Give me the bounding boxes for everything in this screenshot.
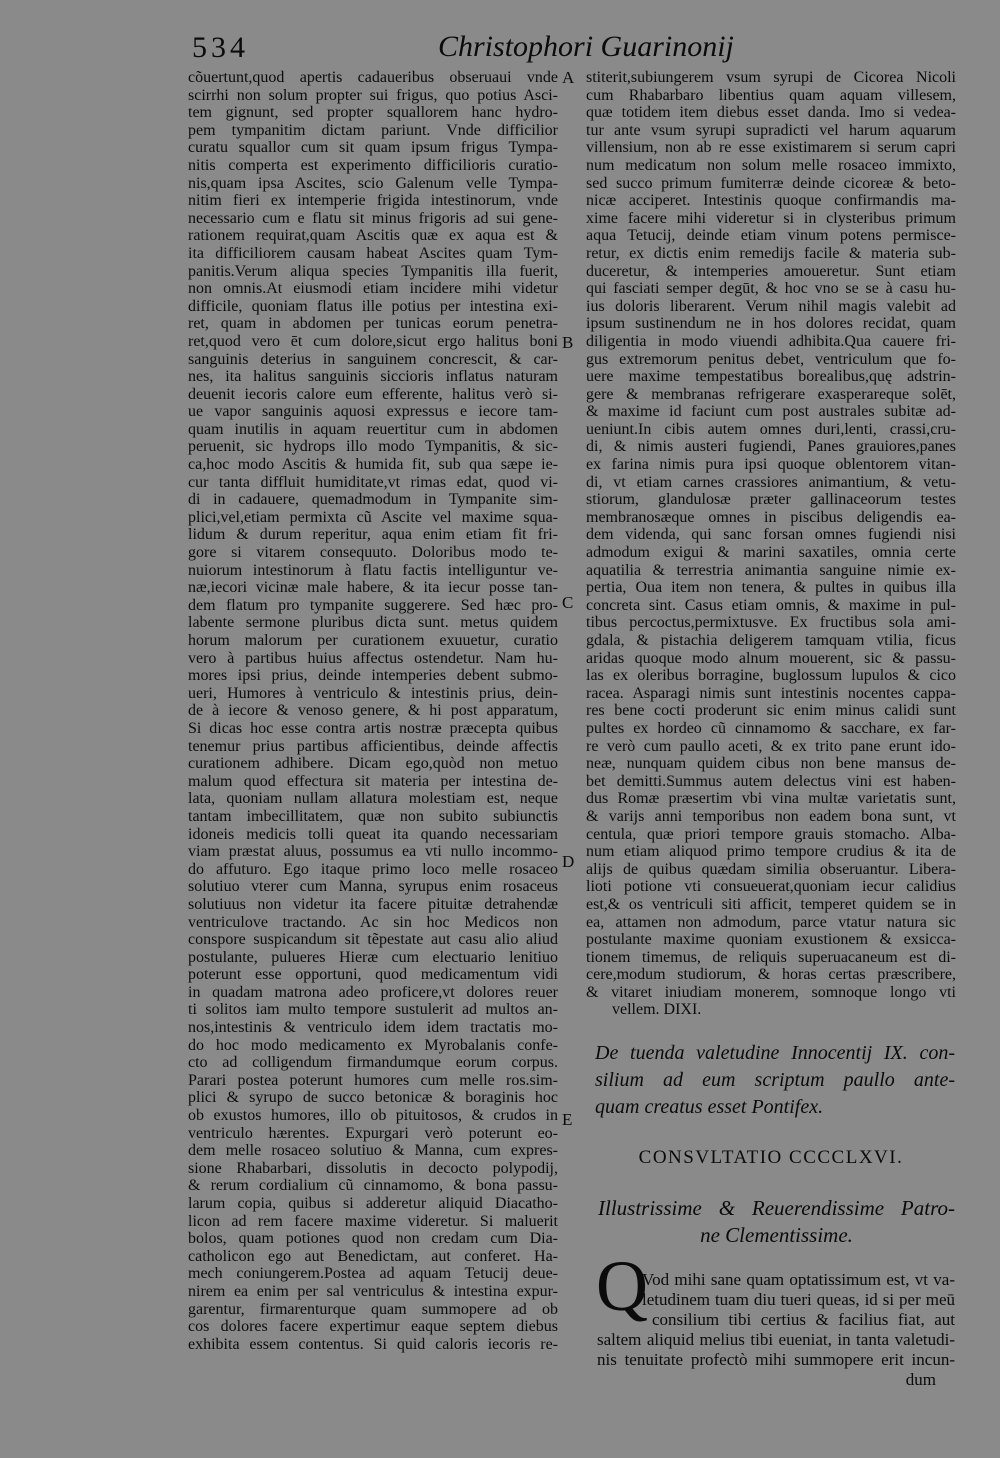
right-text-line: ex farina nimis pura ipsi quoque oblentorem vitan- bbox=[586, 456, 956, 474]
left-text-line: nis,quam ipsa Ascites, scio Galenum velle Tympa- bbox=[188, 174, 558, 192]
margin-letter-b: B bbox=[562, 333, 574, 352]
right-text-line: tibus percoctus,permixtusve. Ex fructibus sola ami- bbox=[586, 614, 956, 632]
left-text-line: mores ipsi prius, deinde intemperies debent submo- bbox=[188, 667, 558, 685]
left-text-line: cto ad colligendum firmandumque eorum corpus. bbox=[188, 1054, 558, 1072]
right-text-line: cere,modum studiorum, & horas certas præscribere, bbox=[586, 966, 956, 984]
left-text-line: ue vapor sanguinis aquosi expressus e iecore tam- bbox=[188, 403, 558, 421]
left-text-line: viam præstat aluus, possumus ea vti nullo incommo- bbox=[188, 843, 558, 861]
left-text-line: bolos, quam potiones quod non credam cum Dia- bbox=[188, 1230, 558, 1248]
left-text-line: quam inutilis in aquam reuertitur cum in abdomen bbox=[188, 420, 558, 438]
left-text-line: postulante, pulueres Hieræ cum electuario lenitiuo bbox=[188, 948, 558, 966]
left-text-line: sanguinis deterius in sanguinem concrescit, & car- bbox=[188, 350, 558, 368]
left-text-line: plici & syrupo de succo betonicæ & boraginis hoc bbox=[188, 1089, 558, 1107]
left-text-line: deuenit iecoris calore eum efferente, halitus verò si- bbox=[188, 385, 558, 403]
letter-line: saltem aliquid melius tibi eueniat, in tanta valetudi- bbox=[597, 1330, 955, 1349]
left-text-line: do affuturo. Ego itaque primo loco melle rosaceo bbox=[188, 860, 558, 878]
right-text-line: ipsum sustinendum ne in hos dolores recidat, quam bbox=[586, 315, 956, 333]
right-text-line: aqua Tetucij, deinde etiam vinum potens permisce- bbox=[586, 227, 956, 245]
left-text-line: ti solitos iam multo tempore sustulerit ad multos an- bbox=[188, 1001, 558, 1019]
right-text-line: stiorum, glandulosæ præter gallinaceorum testes bbox=[586, 491, 956, 509]
left-text-line: poterunt esse opportuni, quod medicamentum vidi bbox=[188, 966, 558, 984]
right-text-line: stiterit,subiungerem vsum syrupi de Cicorea Nicoli bbox=[586, 69, 956, 86]
right-column bbox=[586, 69, 956, 1019]
left-text-line: solutiuo vterer cum Manna, syrupus enim rosaceus bbox=[188, 878, 558, 896]
right-text-line: gus extremorum penitus debet, ventriculum que fo- bbox=[586, 350, 956, 368]
right-text-line: gdala, & pistachia deligerem tamquam vtilia, ficus bbox=[586, 632, 956, 649]
margin-letter-c: C bbox=[562, 593, 574, 612]
right-text-line: duceretur, & intemperies amoueretur. Sunt etiam bbox=[586, 262, 956, 280]
left-text-line: Si dicas hoc esse contra artis nostræ præcepta quibus bbox=[188, 719, 558, 737]
left-text-line: conspore suspicandum sit tẽpestate aut casu alio aliud bbox=[188, 931, 558, 949]
salutation-line: ne Clementissime. bbox=[700, 1223, 853, 1247]
left-text-line: licon ad rem facere maxime videretur. Si maluerit bbox=[188, 1212, 558, 1230]
left-text-line: mech coniungerem.Postea ad aquam Tetucij deue- bbox=[188, 1265, 558, 1283]
right-text-line: est,& os ventriculi siti afficit, temperet quidem se in bbox=[586, 895, 956, 913]
section-title-line: quam creatus esset Pontifex. bbox=[595, 1096, 824, 1118]
left-text-line: idoneis medicis tolli queat ita quando necessariam bbox=[188, 825, 558, 843]
letter-line: nis tenuitate profectò mihi summopere erit incun- bbox=[597, 1350, 955, 1369]
right-text-line: las ex oleribus borragine, buglossum lupulos & cico bbox=[586, 667, 956, 685]
right-text-line: dus Romæ præsertim vbi vina multæ varietatis sunt, bbox=[586, 790, 956, 808]
right-text-line: alijs de quibus quædam similia obseruantur. Libera- bbox=[586, 860, 956, 878]
right-text-line: gere & membranas refrigerare exasperareque solēt, bbox=[586, 385, 956, 403]
right-text-line: qui fasciati semper degūt, & hoc vno se se à casu hu- bbox=[586, 280, 956, 298]
left-text-line: ca,hoc modo Ascitis & humida fit, sub qua sæpe ie- bbox=[188, 456, 558, 474]
right-text-line: di, & nimis austeri fugiendi, Panes grauiores,panes bbox=[586, 438, 956, 456]
right-text-line: villensium, non ab re esse existimarem si serum capri bbox=[586, 139, 956, 157]
left-text-line: solutiuus non videtur ita facere pituitæ detrahendæ bbox=[188, 895, 558, 913]
left-text-line: ueri, Humores à ventriculo & intestinis prius, dein- bbox=[188, 684, 558, 702]
right-text-line: ueniunt.In cibis autem omnes duri,lenti, crassi,cru- bbox=[586, 420, 956, 438]
left-text-line: ob exustos humores, illo ob pituitosos, & crudos in bbox=[188, 1107, 558, 1125]
right-text-line: diligentia in modo viuendi adhibita.Qua cauere fri- bbox=[586, 332, 956, 350]
right-text-line: concreta sint. Casus etiam omnis, & maxime in pul- bbox=[586, 596, 956, 614]
left-text-line: tenemur prius partibus afficientibus, deinde affectis bbox=[188, 737, 558, 755]
left-text-line: cõuertunt,quod apertis cadaueribus obseruaui vnde bbox=[188, 69, 558, 86]
left-text-line: vero à partibus huius affectus ostendetur. Nam hu- bbox=[188, 649, 558, 667]
left-text-line: nitis comperta est experimento difficilioris curatio- bbox=[188, 156, 558, 174]
letter-line: letudinem tuam diu tueri queas, id si per meū bbox=[642, 1290, 955, 1309]
right-text-line: & vitaret iniudiam monerem, somnoque longo vti bbox=[586, 983, 956, 1001]
right-text-line: ius doloris liberarent. Verum nihil magis valebit ad bbox=[586, 297, 956, 315]
salutation-line: Illustrissime & Reuerendissime Patro- bbox=[598, 1196, 955, 1220]
page-number: 534 bbox=[192, 31, 249, 64]
left-text-line: ita difficiliorem causam habeat Ascites quam Tym- bbox=[188, 244, 558, 262]
left-text-line: plici,vel,etiam permixta cũ Ascite vel maxime squa- bbox=[188, 508, 558, 526]
margin-letter-d: D bbox=[562, 852, 575, 871]
right-text-line: tur ante vsum syrupi supradicti vel harum aquarum bbox=[586, 121, 956, 139]
left-text-line: necessario cum e flatu sit minus frigoris ad sui gene- bbox=[188, 209, 558, 227]
left-text-line: nitim fieri ex intemperie frigida intestinorum, vnde bbox=[188, 192, 558, 210]
left-text-line: larum copia, quibus si adderetur aliquid Diacatho- bbox=[188, 1195, 558, 1212]
left-text-line: rationem requirat,quam Ascitis quæ ex aqua est & bbox=[188, 227, 558, 245]
left-text-line: non omnis.At eiusmodi etiam incidere mihi videtur bbox=[188, 280, 558, 298]
left-text-line: næ,iecori vicinæ male habere, & ita iecur posse tan- bbox=[188, 579, 558, 597]
left-text-line: garentur, firmarenturque quam summopere ad ob bbox=[188, 1300, 558, 1318]
right-text-line: re verò cum paullo aceti, & ex trito pane erunt ido- bbox=[586, 737, 956, 755]
left-text-line: nirem ea enim per sal ventriculus & intestina expur- bbox=[188, 1282, 558, 1300]
left-text-line: sione Rhabarbari, dissolutis in decocto polypodij, bbox=[188, 1159, 558, 1177]
right-text-line: pultes ex hordeo cũ cinnamomo & sacchare, ex far- bbox=[586, 719, 956, 737]
section-title bbox=[595, 1040, 955, 1121]
left-text-line: catholicon ego aut Benedictam, aut conferet. Ha- bbox=[188, 1247, 558, 1265]
right-text-line: aridas quoque modo alnum mouerent, sic & passu- bbox=[586, 649, 956, 667]
catchword: dum bbox=[905, 1370, 936, 1389]
left-text-line: in quadam matrona adeo proficere,vt dolores reuer bbox=[188, 983, 558, 1001]
left-text-line: gore si vitarem consequuto. Doloribus modo te- bbox=[188, 544, 558, 562]
left-text-line: nes, ita halitus sanguinis siccioris inflatus naturam bbox=[188, 368, 558, 386]
right-text-line: tionem timemus, de reliquis superuacaneum est di- bbox=[586, 948, 956, 966]
left-text-line: scirrhi non solum propter sui frigus, quo potius Asci- bbox=[188, 86, 558, 104]
right-text-line: xime facere mihi videretur si in clysteribus primum bbox=[586, 209, 956, 227]
right-text-line: neæ, nunquam quidem cibus non bene mansus de- bbox=[586, 755, 956, 773]
left-text-line: de à iecore & venoso genere, & hi post apparatum, bbox=[188, 702, 558, 720]
left-text-line: labente sermone pluribus dicta sunt. metus quidem bbox=[188, 614, 558, 632]
left-text-line: ret,quod vero ēt cum dolore,sicut ergo halitus boni bbox=[188, 332, 558, 350]
right-text-line: sed succo primum fumiterræ deinde cicoreæ & beto- bbox=[586, 174, 956, 192]
left-text-line: malum quod effectura sit materia per intestina de- bbox=[188, 772, 558, 790]
left-text-line: di in cadauere, quemadmodum in Tympanite sim- bbox=[188, 491, 558, 509]
right-text-line: nicæ acciperet. Intestinis quoque confirmandis ma- bbox=[586, 192, 956, 210]
right-text-line: ea, attamen non admodum, parce vtatur natura sic bbox=[586, 913, 956, 931]
right-text-line: membranosæque omnes in piscibus deligendis ea- bbox=[586, 508, 956, 526]
left-text-line: tantam imbecillitatem, quæ non subito subiunctis bbox=[188, 807, 558, 825]
left-text-line: lidum & durum reperitur, aqua enim etiam fit fri- bbox=[188, 526, 558, 544]
left-text-line: lata, quoniam nullam allatura molestiam est, neque bbox=[188, 790, 558, 808]
right-text-line: postulante maxime quoniam exustionem & exsicca- bbox=[586, 931, 956, 949]
left-text-line: cos dolores facere expertimur eaque septem diebus bbox=[188, 1318, 558, 1336]
right-text-line: lioti potione vti consueuerat,quoniam iecur calidius bbox=[586, 878, 956, 896]
left-column bbox=[188, 69, 558, 1353]
left-text-line: ventriculove tractando. Ac sin hoc Medicos non bbox=[188, 913, 558, 931]
right-text-line: retur, ex dictis enim remedijs facile & materia sub- bbox=[586, 244, 956, 262]
left-text-line: do hoc modo medicamento ex Myrobalanis confe- bbox=[188, 1036, 558, 1054]
running-title: Christophori Guarinonij bbox=[438, 30, 734, 63]
right-text-line: quæ totidem item diebus esset danda. Imo si vedea- bbox=[586, 104, 956, 122]
left-text-line: difficile, quoniam flatus ille potius per intestina exi- bbox=[188, 297, 558, 315]
left-text-line: peruenit, sic hydrops illo modo Tympanitis, & sic- bbox=[188, 438, 558, 456]
left-text-line: Parari postea poterunt humores cum melle ros.sim- bbox=[188, 1071, 558, 1089]
left-text-line: & rerum cordialium cũ cinnamomo, & bona passu- bbox=[188, 1177, 558, 1195]
left-text-line: nuiorum intestinorum à flatu factis intelliguntur ve- bbox=[188, 561, 558, 579]
right-text-line: dem videnda, qui sanc forsan omnes fugiendi nisi bbox=[586, 526, 956, 544]
right-text-line: bet demitti.Summus autem delectus vini est haben- bbox=[586, 772, 956, 790]
right-text-line: num medicatum non solum melle rosaceo immixto, bbox=[586, 156, 956, 174]
left-text-line: curatu squallor cum sit quam ipsum frigus Tympa- bbox=[188, 139, 558, 157]
consultation-heading: CONSVLTATIO CCCCLXVI. bbox=[638, 1147, 904, 1168]
right-text-line: vellem. DIXI. bbox=[612, 1001, 702, 1019]
left-text-line: tem gignunt, sed propter squallorem hanc hydro- bbox=[188, 104, 558, 122]
left-text-line: exhibita essem contentus. Si quid caloris iecoris re- bbox=[188, 1335, 558, 1353]
right-text-line: centula, quæ priori tempore grauis stomacho. Alba- bbox=[586, 825, 956, 843]
left-text-line: curationem adhibere. Dicam ego,quòd non metuo bbox=[188, 755, 558, 773]
margin-letter-e: E bbox=[562, 1110, 573, 1129]
left-text-line: horum malorum per curationem exuuetur, curatio bbox=[188, 632, 558, 649]
right-text-line: racea. Asparagi nimis sunt intestinis nocentes cappa- bbox=[586, 684, 956, 702]
left-text-line: nos,intestinis & ventriculo idem idem tractatis mo- bbox=[188, 1019, 558, 1037]
right-text-line: cum Rhabarbaro libentius quam aquam villesem, bbox=[586, 86, 956, 104]
left-text-line: pem tympanitim dictam pariunt. Vnde difficilior bbox=[188, 121, 558, 139]
margin-letter-a: A bbox=[562, 68, 575, 87]
letter-line: consilium tibi certius & facilius fiat, aut bbox=[652, 1310, 955, 1329]
right-text-line: & maxime id faciunt cum post australes subitæ ad- bbox=[586, 403, 956, 421]
drop-cap: Q bbox=[596, 1246, 648, 1326]
salutation bbox=[598, 1195, 955, 1249]
right-text-line: di, vt etiam carnes crassiores animantium, & vetu- bbox=[586, 473, 956, 491]
right-text-line: aquatilia & terrestria animantia sanguine nimie ex- bbox=[586, 561, 956, 579]
right-text-line: res bene cocti proderunt sic enim minus calidi sunt bbox=[586, 702, 956, 720]
left-text-line: ret, quam in abdomen per tunicas eorum penetra- bbox=[188, 315, 558, 333]
right-text-line: admodum exigui & marini saxatiles, omnia certe bbox=[586, 544, 956, 562]
right-text-line: & varijs anni temporibus non eadem bona sunt, vt bbox=[586, 807, 956, 825]
letter-line: Vod mihi sane quam optatissimum est, vt va- bbox=[642, 1270, 955, 1289]
left-text-line: cur tanta diffluit humiditate,vt rimas edat, quod vi- bbox=[188, 473, 558, 491]
right-text-line: uere maxime tempestatibus borealibus,quę adstrin- bbox=[586, 368, 956, 386]
right-text-line: pertia, Oua item non tenera, & pultes in quibus illa bbox=[586, 579, 956, 597]
left-text-line: ventriculo hærentes. Expurgari verò poterunt eo- bbox=[188, 1124, 558, 1142]
left-text-line: panitis.Verum aliqua species Tympanitis illa fuerit, bbox=[188, 262, 558, 280]
section-title-line: silium ad eum scriptum paullo ante- bbox=[595, 1069, 955, 1091]
section-title-line: De tuenda valetudine Innocentij IX. con- bbox=[595, 1042, 955, 1064]
left-text-line: dem melle rosaceo solutiuo & Manna, cum expres- bbox=[188, 1142, 558, 1160]
left-text-line: dem flatum pro tympanite suggerere. Sed hæc pro- bbox=[188, 596, 558, 614]
right-text-line: num etiam aliquod primo tempore crudius & ita de bbox=[586, 843, 956, 861]
